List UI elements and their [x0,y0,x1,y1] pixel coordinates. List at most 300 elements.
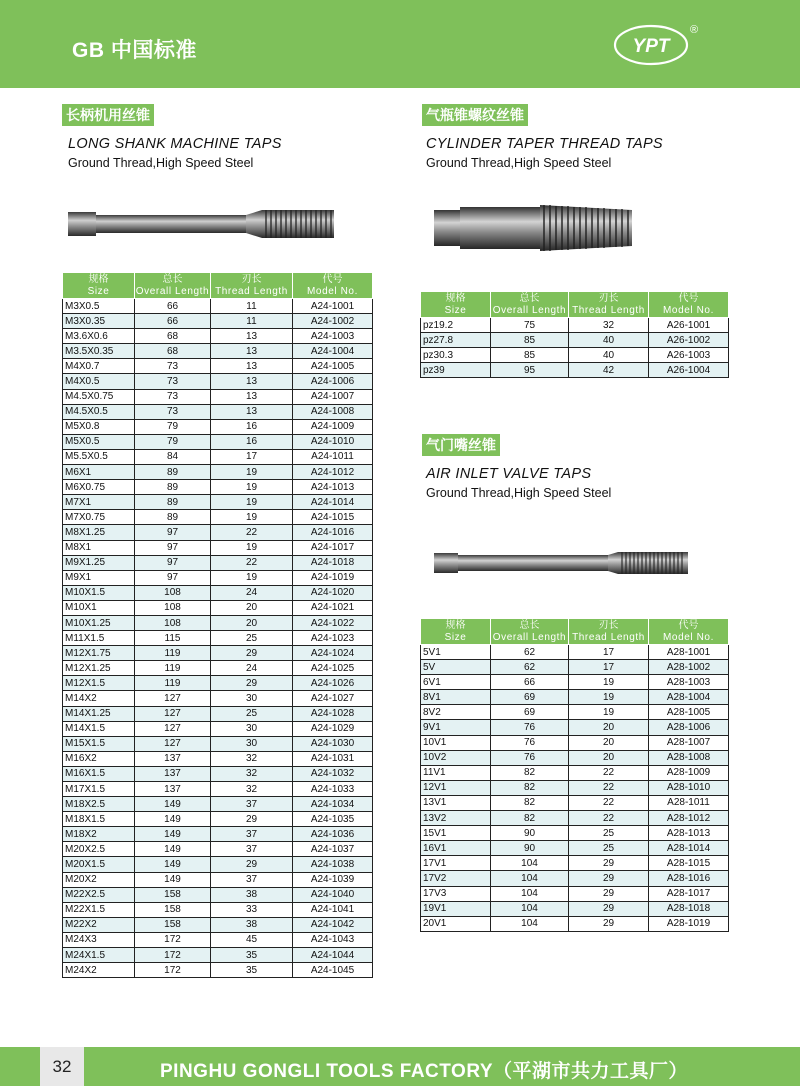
cell-thread-length: 22 [569,795,649,810]
table-row [63,329,373,344]
cell-model-no: A24-1008 [293,404,373,419]
cell-overall-length: 149 [135,797,211,812]
cell-overall-length: 82 [491,780,569,795]
cell-overall-length: 82 [491,811,569,826]
cell-thread-length: 16 [211,419,293,434]
cell-model-no: A24-1019 [293,570,373,585]
cell-thread-length: 29 [569,916,649,931]
cell-overall-length: 172 [135,963,211,978]
table-row [63,751,373,766]
cell-size: M24X1.5 [63,948,135,963]
cell-model-no: A28-1012 [649,811,729,826]
cell-size: M6X0.75 [63,480,135,495]
cell-overall-length: 66 [135,299,211,314]
cell-size: M4.5X0.5 [63,404,135,419]
table-row [63,540,373,555]
cell-model-no: A26-1001 [649,318,729,333]
cell-model-no: A28-1016 [649,871,729,886]
cell-overall-length: 104 [491,916,569,931]
table-row [421,660,729,675]
cell-thread-length: 13 [211,359,293,374]
cell-model-no: A26-1002 [649,333,729,348]
cell-thread-length: 32 [211,751,293,766]
cell-overall-length: 149 [135,857,211,872]
cell-model-no: A28-1019 [649,916,729,931]
cell-model-no: A24-1014 [293,495,373,510]
cell-thread-length: 32 [569,318,649,333]
table-row [63,299,373,314]
table-row [63,631,373,646]
table-row [63,359,373,374]
cell-thread-length: 29 [211,646,293,661]
cell-thread-length: 37 [211,827,293,842]
cell-overall-length: 158 [135,917,211,932]
cell-overall-length: 137 [135,766,211,781]
cylinder-table [420,291,729,378]
cell-thread-length: 22 [569,780,649,795]
cell-size: 13V1 [421,795,491,810]
cell-size: M24X2 [63,963,135,978]
long-shank-subtitle: Ground Thread,High Speed Steel [68,156,254,170]
cell-overall-length: 115 [135,631,211,646]
cell-size: 8V1 [421,690,491,705]
cell-size: M11X1.5 [63,631,135,646]
cell-size: M8X1 [63,540,135,555]
cell-size: M14X1.25 [63,706,135,721]
cell-model-no: A24-1023 [293,631,373,646]
cell-thread-length: 13 [211,329,293,344]
cell-thread-length: 20 [211,600,293,615]
cell-thread-length: 20 [569,720,649,735]
cell-overall-length: 149 [135,842,211,857]
cell-thread-length: 37 [211,872,293,887]
cell-model-no: A28-1014 [649,841,729,856]
cell-thread-length: 45 [211,932,293,947]
cell-thread-length: 25 [211,706,293,721]
cell-model-no: A24-1044 [293,948,373,963]
table-row [63,948,373,963]
cell-size: 11V1 [421,765,491,780]
col-model-no: 代号 Model No. [649,292,729,318]
cell-overall-length: 76 [491,750,569,765]
cell-thread-length: 13 [211,374,293,389]
col-overall-length: 总长 Overall Length [135,274,210,297]
cell-thread-length: 17 [211,449,293,464]
cell-overall-length: 149 [135,812,211,827]
cell-model-no: A24-1039 [293,872,373,887]
cylinder-en-title: CYLINDER TAPER THREAD TAPS [426,136,663,152]
cell-model-no: A24-1025 [293,661,373,676]
cell-thread-length: 19 [569,690,649,705]
cell-overall-length: 97 [135,555,211,570]
table-row [63,782,373,797]
cell-model-no: A24-1036 [293,827,373,842]
table-row [63,510,373,525]
cell-overall-length: 172 [135,932,211,947]
cell-size: M5.5X0.5 [63,449,135,464]
cell-size: M3X0.5 [63,299,135,314]
company-name: PINGHU GONGLI TOOLS FACTORY（平湖市共力工具厂） [160,1061,689,1082]
col-thread-length: 刃长 Thread Length [211,273,293,299]
cell-model-no: A28-1004 [649,690,729,705]
cell-model-no: A24-1001 [293,299,373,314]
page-title: GB 中国标准 [72,39,197,62]
cell-overall-length: 85 [491,333,569,348]
table-row [421,705,729,720]
col-overall-length: 总长 Overall Length [491,292,569,318]
cell-size: M12X1.25 [63,661,135,676]
table-row [421,856,729,871]
cell-thread-length: 29 [569,886,649,901]
cell-size: M24X3 [63,932,135,947]
cell-thread-length: 13 [211,404,293,419]
cell-overall-length: 90 [491,841,569,856]
cell-model-no: A24-1028 [293,706,373,721]
cell-thread-length: 37 [211,842,293,857]
cell-model-no: A24-1032 [293,766,373,781]
table-row [421,333,729,348]
cell-thread-length: 35 [211,948,293,963]
cell-size: M22X1.5 [63,902,135,917]
cell-overall-length: 62 [491,660,569,675]
cell-model-no: A28-1009 [649,765,729,780]
cell-overall-length: 76 [491,720,569,735]
cell-model-no: A28-1002 [649,660,729,675]
cell-thread-length: 19 [211,465,293,480]
cell-thread-length: 13 [211,389,293,404]
cell-model-no: A24-1016 [293,525,373,540]
table-row [63,480,373,495]
table-row [421,916,729,931]
cell-overall-length: 172 [135,948,211,963]
table-row [63,419,373,434]
cell-thread-length: 19 [211,570,293,585]
cell-size: M9X1 [63,570,135,585]
page-number: 32 [40,1047,84,1086]
cell-thread-length: 24 [211,661,293,676]
cell-model-no: A24-1005 [293,359,373,374]
cell-size: M22X2 [63,917,135,932]
air-inlet-en-title: AIR INLET VALVE TAPS [426,466,592,482]
table-row [63,389,373,404]
ypt-logo [612,22,690,68]
cell-overall-length: 79 [135,419,211,434]
cell-overall-length: 119 [135,676,211,691]
table-row [63,434,373,449]
cylinder-tap-image [432,196,642,260]
cell-size: 5V1 [421,645,491,660]
air-inlet-tap-image [432,546,694,580]
table-row [421,720,729,735]
cell-size: M14X2 [63,691,135,706]
cell-overall-length: 89 [135,480,211,495]
table-row [421,795,729,810]
cell-model-no: A24-1026 [293,676,373,691]
cell-overall-length: 137 [135,782,211,797]
cell-size: 5V [421,660,491,675]
cell-thread-length: 32 [211,782,293,797]
cell-model-no: A26-1004 [649,363,729,378]
table-row [63,963,373,978]
cell-size: M20X2.5 [63,842,135,857]
table-header-row [421,292,729,318]
table-row [63,902,373,917]
cell-overall-length: 158 [135,902,211,917]
cell-overall-length: 89 [135,465,211,480]
cell-size: 20V1 [421,916,491,931]
cell-thread-length: 29 [211,812,293,827]
cell-model-no: A24-1015 [293,510,373,525]
col-model-no: 代号 Model No. [293,273,373,299]
cell-size: M5X0.5 [63,434,135,449]
cell-model-no: A28-1006 [649,720,729,735]
cell-thread-length: 17 [569,660,649,675]
cell-overall-length: 127 [135,736,211,751]
cell-size: M16X2 [63,751,135,766]
cell-thread-length: 30 [211,721,293,736]
table-row [63,449,373,464]
cell-thread-length: 37 [211,797,293,812]
cell-model-no: A24-1012 [293,465,373,480]
cell-thread-length: 40 [569,348,649,363]
cell-size: M20X2 [63,872,135,887]
air-inlet-subtitle: Ground Thread,High Speed Steel [426,486,612,500]
table-row [421,886,729,901]
cell-size: M15X1.5 [63,736,135,751]
table-row [421,675,729,690]
table-row [63,570,373,585]
cell-overall-length: 104 [491,901,569,916]
cell-model-no: A26-1003 [649,348,729,363]
cell-model-no: A28-1011 [649,795,729,810]
cell-model-no: A24-1035 [293,812,373,827]
cell-size: M20X1.5 [63,857,135,872]
table-row [63,797,373,812]
table-row [63,857,373,872]
table-row [63,615,373,630]
table-row [63,812,373,827]
table-row [63,842,373,857]
cell-thread-length: 19 [211,495,293,510]
cell-model-no: A24-1043 [293,932,373,947]
table-row [63,736,373,751]
cell-size: pz27.8 [421,333,491,348]
cell-overall-length: 76 [491,735,569,750]
cell-overall-length: 85 [491,348,569,363]
cell-overall-length: 97 [135,540,211,555]
table-row [421,645,729,660]
cell-thread-length: 29 [569,856,649,871]
cell-size: 12V1 [421,780,491,795]
col-size: 规格 Size [421,292,491,318]
cell-size: M10X1.25 [63,615,135,630]
table-row [421,318,729,333]
cell-overall-length: 158 [135,887,211,902]
table-row [421,780,729,795]
cell-overall-length: 127 [135,691,211,706]
cell-thread-length: 19 [569,705,649,720]
table-header-row [63,273,373,299]
cell-size: 16V1 [421,841,491,856]
cell-size: M3.5X0.35 [63,344,135,359]
cell-size: M18X2 [63,827,135,842]
cell-model-no: A24-1013 [293,480,373,495]
cell-size: 13V2 [421,811,491,826]
cell-overall-length: 79 [135,434,211,449]
cell-overall-length: 127 [135,706,211,721]
cell-size: M3X0.35 [63,314,135,329]
cell-overall-length: 108 [135,615,211,630]
cell-thread-length: 32 [211,766,293,781]
cell-thread-length: 33 [211,902,293,917]
cell-model-no: A28-1018 [649,901,729,916]
cell-thread-length: 24 [211,585,293,600]
cell-size: 8V2 [421,705,491,720]
cell-overall-length: 73 [135,404,211,419]
cell-size: M10X1 [63,600,135,615]
cell-thread-length: 22 [569,765,649,780]
table-row [421,765,729,780]
col-overall-length: 总长 Overall Length [491,619,569,645]
registered-mark: ® [690,24,699,36]
cell-size: M10X1.5 [63,585,135,600]
cell-overall-length: 90 [491,826,569,841]
cell-overall-length: 62 [491,645,569,660]
table-row [421,690,729,705]
cell-overall-length: 104 [491,886,569,901]
cell-size: M14X1.5 [63,721,135,736]
cell-size: M7X0.75 [63,510,135,525]
table-row [421,901,729,916]
cell-model-no: A24-1002 [293,314,373,329]
cell-overall-length: 68 [135,329,211,344]
cell-model-no: A24-1003 [293,329,373,344]
cell-thread-length: 42 [569,363,649,378]
cell-thread-length: 22 [569,811,649,826]
table-row [63,600,373,615]
long-shank-table [62,272,373,978]
cell-size: M7X1 [63,495,135,510]
cell-model-no: A24-1007 [293,389,373,404]
col-size: 规格 Size [63,273,135,299]
cell-size: 19V1 [421,901,491,916]
cell-model-no: A24-1020 [293,585,373,600]
cell-model-no: A24-1017 [293,540,373,555]
table-row [63,676,373,691]
cell-size: 9V1 [421,720,491,735]
cell-size: 15V1 [421,826,491,841]
cell-overall-length: 149 [135,827,211,842]
cell-thread-length: 30 [211,691,293,706]
cell-thread-length: 29 [569,871,649,886]
table-row [63,525,373,540]
cell-thread-length: 19 [569,675,649,690]
cell-size: M12X1.5 [63,676,135,691]
cell-model-no: A24-1010 [293,434,373,449]
table-row [63,827,373,842]
cell-model-no: A24-1038 [293,857,373,872]
cell-model-no: A24-1041 [293,902,373,917]
cell-overall-length: 73 [135,389,211,404]
table-row [63,465,373,480]
cell-overall-length: 108 [135,600,211,615]
cell-model-no: A28-1013 [649,826,729,841]
col-model-no: 代号 Model No. [649,619,729,645]
table-row [63,314,373,329]
cylinder-cn-title: 气瓶锥螺纹丝锥 [422,104,528,126]
cell-size: M12X1.75 [63,646,135,661]
col-thread-length: 刃长 Thread Length [569,619,649,645]
cell-overall-length: 89 [135,510,211,525]
cell-overall-length: 95 [491,363,569,378]
cell-model-no: A28-1001 [649,645,729,660]
cell-size: M6X1 [63,465,135,480]
long-shank-cn-title: 长柄机用丝锥 [62,104,154,126]
cell-overall-length: 69 [491,690,569,705]
cell-thread-length: 25 [211,631,293,646]
cell-overall-length: 137 [135,751,211,766]
cell-model-no: A28-1008 [649,750,729,765]
table-row [63,706,373,721]
cell-size: M3.6X0.6 [63,329,135,344]
table-row [63,721,373,736]
logo-text: YPT [632,36,670,57]
cell-thread-length: 19 [211,540,293,555]
table-row [63,766,373,781]
cell-overall-length: 73 [135,374,211,389]
cell-size: pz30.3 [421,348,491,363]
cell-overall-length: 119 [135,646,211,661]
cell-overall-length: 73 [135,359,211,374]
cell-model-no: A24-1004 [293,344,373,359]
cell-model-no: A24-1042 [293,917,373,932]
cell-model-no: A24-1029 [293,721,373,736]
cell-model-no: A24-1045 [293,963,373,978]
cell-thread-length: 19 [211,510,293,525]
cell-size: 6V1 [421,675,491,690]
cell-model-no: A24-1024 [293,646,373,661]
long-shank-en-title: LONG SHANK MACHINE TAPS [68,136,282,152]
cell-thread-length: 22 [211,525,293,540]
cell-thread-length: 30 [211,736,293,751]
cell-overall-length: 82 [491,795,569,810]
cell-model-no: A24-1040 [293,887,373,902]
air-inlet-table [420,618,729,932]
table-row [63,932,373,947]
cell-overall-length: 119 [135,661,211,676]
cell-thread-length: 38 [211,917,293,932]
cell-thread-length: 20 [569,735,649,750]
table-row [421,811,729,826]
cell-overall-length: 68 [135,344,211,359]
cell-size: M8X1.25 [63,525,135,540]
cell-overall-length: 69 [491,705,569,720]
cell-thread-length: 25 [569,826,649,841]
table-row [63,646,373,661]
cell-model-no: A24-1034 [293,797,373,812]
cell-thread-length: 16 [211,434,293,449]
cell-size: pz19.2 [421,318,491,333]
col-size: 规格 Size [421,619,491,645]
cell-model-no: A24-1018 [293,555,373,570]
cell-model-no: A28-1003 [649,675,729,690]
cell-size: 10V2 [421,750,491,765]
cell-thread-length: 19 [211,480,293,495]
cell-model-no: A24-1033 [293,782,373,797]
cell-model-no: A24-1031 [293,751,373,766]
cell-size: 10V1 [421,735,491,750]
cell-overall-length: 82 [491,765,569,780]
